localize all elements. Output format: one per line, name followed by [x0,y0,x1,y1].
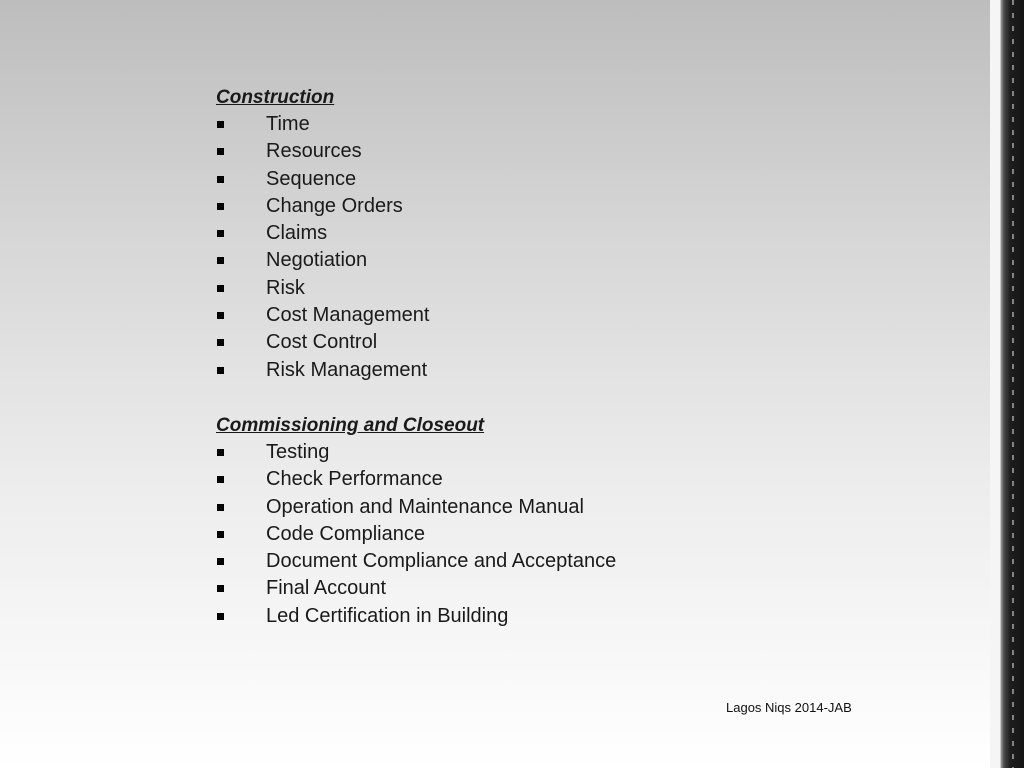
list-item [216,575,776,602]
list-item-label: Operation and Maintenance Manual [266,495,584,518]
slide-content [216,84,776,630]
slide-edge-border [990,0,1024,768]
list-item [216,193,776,220]
list-item-label: Cost Management [266,304,430,327]
list-item [216,275,776,302]
section-title: Construction [216,87,335,108]
list-item [216,111,776,138]
square-bullet-icon [217,476,224,483]
square-bullet-icon [217,230,224,237]
square-bullet-icon [217,531,224,538]
square-bullet-icon [217,449,224,456]
square-bullet-icon [217,312,224,319]
list-item [216,166,776,193]
square-bullet-icon [217,148,224,155]
slide-footer: Lagos Niqs 2014-JAB [726,700,852,715]
section-title: Commissioning and Closeout [216,414,485,436]
section-spacer [216,384,776,412]
list-item-label: Led Certification in Building [266,604,509,627]
list-item-label: Final Account [266,577,387,600]
list-item [216,138,776,165]
list-item-label: Time [266,113,310,135]
list-item-label: Change Orders [266,194,403,217]
list-item-label: Check Performance [266,468,443,491]
list-item [216,548,776,575]
square-bullet-icon [217,339,224,346]
list-item-label: Negotiation [266,249,368,272]
list-item [216,247,776,274]
bullet-list [216,439,776,630]
square-bullet-icon [217,367,224,374]
square-bullet-icon [217,504,224,511]
square-bullet-icon [217,585,224,592]
list-item [216,521,776,548]
square-bullet-icon [217,176,224,183]
list-item [216,466,776,493]
square-bullet-icon [217,558,224,565]
list-item [216,357,776,384]
list-item [216,220,776,247]
square-bullet-icon [217,203,224,210]
list-item-label: Risk [266,276,305,299]
square-bullet-icon [217,121,224,128]
list-item-label: Document Compliance and Acceptance [266,550,617,573]
list-item [216,329,776,356]
list-item-label: Resources [266,140,362,163]
section-construction [216,84,776,384]
list-item-label: Sequence [266,167,357,190]
list-item-label: Testing [266,440,330,463]
bullet-list [216,111,776,384]
list-item [216,494,776,521]
list-item-label: Code Compliance [266,522,425,545]
list-item [216,439,776,466]
list-item [216,603,776,630]
square-bullet-icon [217,613,224,620]
square-bullet-icon [217,257,224,264]
square-bullet-icon [217,285,224,292]
list-item-label: Claims [266,222,328,245]
section-commissioning [216,412,776,630]
slide-edge-dashes [1012,0,1014,768]
list-item-label: Risk Management [266,358,428,381]
list-item [216,302,776,329]
list-item-label: Cost Control [266,331,378,354]
